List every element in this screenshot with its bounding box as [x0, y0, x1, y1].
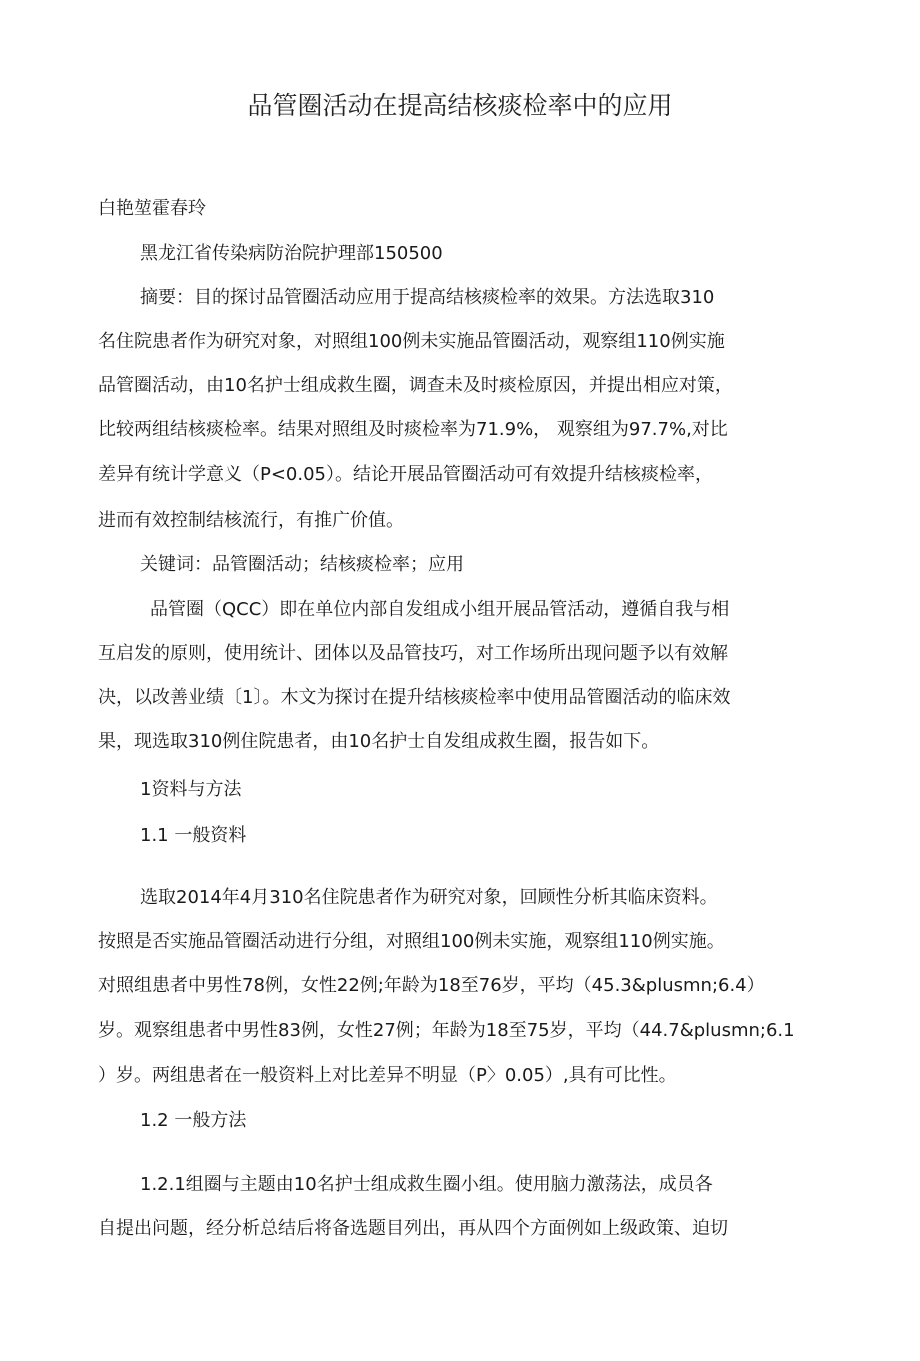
- general-info-line: ）岁。两组患者在一般资料上对比差异不明显（P〉0.05）,具有可比性。: [98, 1065, 677, 1086]
- section-heading: 1资料与方法: [140, 779, 242, 800]
- general-info-line: 选取2014年4月310名住院患者作为研究对象，回顾性分析其临床资料。: [140, 887, 718, 908]
- abstract-line: 进而有效控制结核流行，有推广价值。: [98, 510, 404, 531]
- affiliation: 黑龙江省传染病防治院护理部150500: [140, 243, 443, 264]
- abstract-line: 名住院患者作为研究对象，对照组100例未实施品管圈活动，观察组110例实施: [98, 331, 725, 352]
- subsection-heading: 1.2 一般方法: [140, 1110, 247, 1131]
- abstract-line: 比较两组结核痰检率。结果对照组及时痰检率为71.9%， 观察组为97.7%,对比: [98, 419, 728, 440]
- intro-line: 果，现选取310例住院患者，由10名护士自发组成救生圈，报告如下。: [98, 731, 660, 752]
- subsection-heading: 1.1 一般资料: [140, 825, 247, 846]
- abstract-line: 品管圈活动，由10名护士组成救生圈，调查未及时痰检原因，并提出相应对策，: [98, 375, 733, 396]
- general-info-line: 按照是否实施品管圈活动进行分组，对照组100例未实施，观察组110例实施。: [98, 931, 725, 952]
- authors: 白艳堃霍春玲: [98, 198, 206, 219]
- general-info-line: 岁。观察组患者中男性83例，女性27例；年龄为18至75岁，平均（44.7&plusmn;6.1: [98, 1020, 795, 1041]
- abstract-line: 摘要：目的探讨品管圈活动应用于提高结核痰检率的效果。方法选取310: [140, 287, 715, 308]
- paper-title: 品管圈活动在提高结核痰检率中的应用: [247, 91, 673, 120]
- methods-line: 1.2.1组圈与主题由10名护士组成救生圈小组。使用脑力激荡法，成员各: [140, 1174, 713, 1195]
- intro-line: 品管圈（QCC）即在单位内部自发组成小组开展品管活动，遵循自我与相: [150, 599, 730, 620]
- abstract-line: 差异有统计学意义（P<0.05）。结论开展品管圈活动可有效提升结核痰检率，: [98, 464, 714, 485]
- general-info-line: 对照组患者中男性78例，女性22例;年龄为18至76岁，平均（45.3&plusmn;6.4）: [98, 975, 765, 996]
- intro-line: 互启发的原则，使用统计、团体以及品管技巧，对工作场所出现问题予以有效解: [98, 643, 728, 664]
- intro-line: 决，以改善业绩〔1〕。木文为探讨在提升结核痰检率中使用品管圈活动的临床效: [98, 687, 731, 708]
- methods-line: 自提出问题，经分析总结后将备选题目列出，再从四个方面例如上级政策、迫切: [98, 1218, 728, 1239]
- keywords: 关键词：品管圈活动；结核痰检率；应用: [140, 554, 464, 575]
